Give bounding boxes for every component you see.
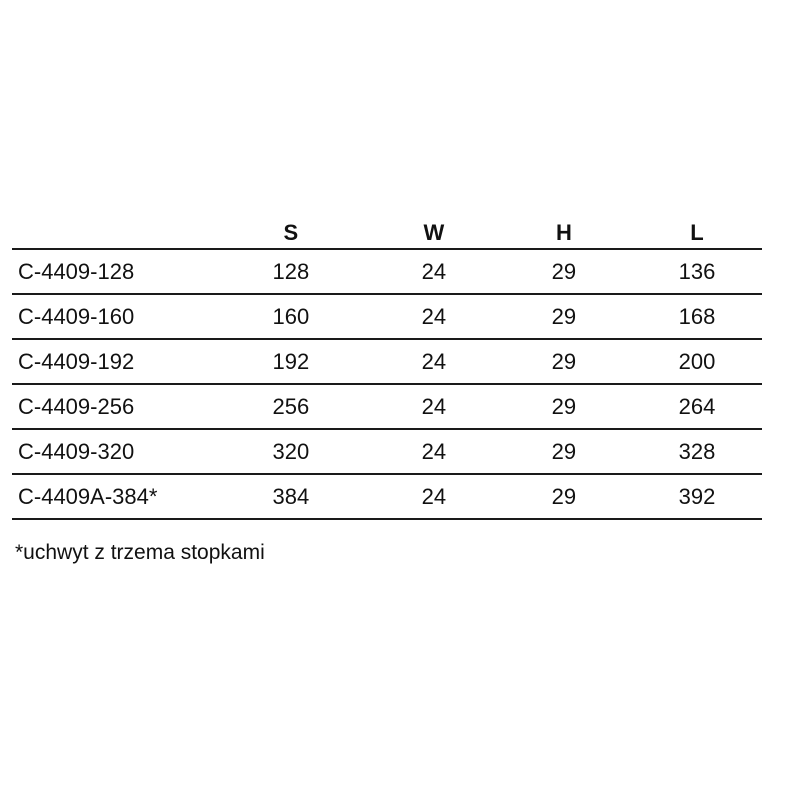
table-row — [12, 340, 762, 385]
value-h: 29 — [551, 438, 577, 464]
value-h: 29 — [551, 348, 577, 374]
product-code: C-4409A-384* — [18, 483, 158, 509]
dimension-table — [12, 207, 762, 520]
value-s: 384 — [272, 483, 310, 509]
footnote: *uchwyt z trzema stopkami — [15, 541, 265, 564]
value-l: 328 — [678, 438, 716, 464]
value-l: 392 — [678, 483, 716, 509]
table-row — [12, 250, 762, 295]
value-l: 168 — [678, 303, 716, 329]
product-code: C-4409-256 — [18, 393, 135, 419]
header-w: W — [423, 219, 445, 245]
value-l: 200 — [678, 348, 716, 374]
value-h: 29 — [551, 393, 577, 419]
value-l: 264 — [678, 393, 716, 419]
product-code: C-4409-128 — [18, 258, 135, 284]
table-row — [12, 475, 762, 520]
value-s: 256 — [272, 393, 310, 419]
value-s: 128 — [272, 258, 310, 284]
value-w: 24 — [421, 438, 447, 464]
value-s: 192 — [272, 348, 310, 374]
header-s: S — [283, 219, 299, 245]
table-row — [12, 295, 762, 340]
product-code: C-4409-160 — [18, 303, 135, 329]
product-code: C-4409-320 — [18, 438, 135, 464]
product-code: C-4409-192 — [18, 348, 135, 374]
value-w: 24 — [421, 258, 447, 284]
value-s: 320 — [272, 438, 310, 464]
value-s: 160 — [272, 303, 310, 329]
header-code — [12, 223, 225, 233]
value-l: 136 — [678, 258, 716, 284]
table-header-row — [12, 207, 762, 250]
table-row — [12, 430, 762, 475]
table-row — [12, 385, 762, 430]
value-w: 24 — [421, 348, 447, 374]
header-h: H — [555, 219, 572, 245]
value-w: 24 — [421, 393, 447, 419]
value-h: 29 — [551, 483, 577, 509]
header-l: L — [690, 219, 704, 245]
value-w: 24 — [421, 483, 447, 509]
value-w: 24 — [421, 303, 447, 329]
value-h: 29 — [551, 303, 577, 329]
value-h: 29 — [551, 258, 577, 284]
